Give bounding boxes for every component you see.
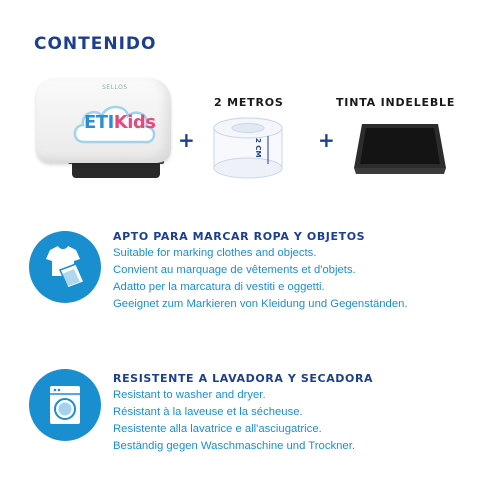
washing-machine-icon [28, 368, 102, 442]
stamp-product-image [36, 78, 171, 178]
section-line-en: Suitable for marking clothes and objects. [113, 247, 317, 259]
section-line-de: Geeignet zum Markieren von Kleidung und Gegenständen. [113, 298, 408, 310]
stamp-brand-text: SELLOS [102, 84, 128, 91]
section-line-de: Beständig gegen Waschmaschine und Trockner. [113, 440, 355, 452]
section-heading: RESISTENTE A LAVADORA Y SECADORA [113, 372, 374, 385]
section-marking-text [113, 230, 408, 313]
logo-text-eti: ETI [84, 112, 114, 133]
section-line-en: Resistant to washer and dryer. [113, 389, 266, 401]
section-line-it: Resistente alla lavatrice e all'asciugatrice. [113, 423, 322, 435]
page-title: CONTENIDO [34, 34, 157, 54]
logo-text-kids: Kids [113, 112, 156, 133]
tape-width-mark: 2 CM [254, 138, 262, 158]
ink-label: TINTA INDELEBLE [336, 96, 456, 109]
clothes-icon [28, 230, 102, 304]
section-line-fr: Convient au marquage de vêtements et d'objets. [113, 264, 356, 276]
plus-sign-2: + [318, 128, 335, 152]
plus-sign-1: + [178, 128, 195, 152]
section-line-it: Adatto per la marcatura di vestiti e oggetti. [113, 281, 325, 293]
tape-roll-image [212, 110, 284, 182]
logo-cloud [70, 98, 158, 150]
section-line-fr: Résistant à la laveuse et la sécheuse. [113, 406, 303, 418]
section-resistance-text [113, 372, 373, 455]
tape-label: 2 METROS [214, 96, 284, 109]
ink-pad-image [352, 118, 448, 178]
section-heading: APTO PARA MARCAR ROPA Y OBJETOS [113, 230, 366, 243]
